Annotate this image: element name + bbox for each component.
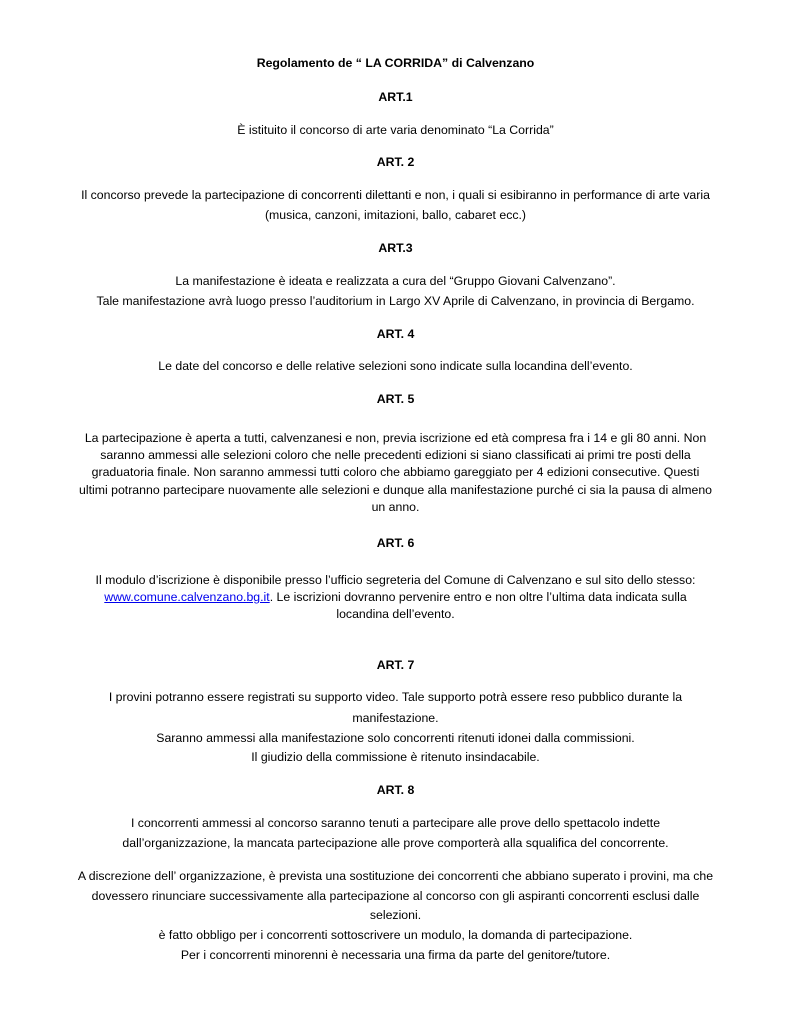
art7-heading: ART. 7 (376, 658, 415, 672)
art6-heading: ART. 6 (376, 536, 415, 550)
art3-text-line: La manifestazione è ideata e realizzata a cura del “Gruppo Giovani Calvenzano”. (175, 274, 616, 288)
art7-text-line: manifestazione. (352, 711, 439, 725)
art8-heading: ART. 8 (376, 783, 415, 797)
art3-text-line: Tale manifestazione avrà luogo presso l’auditorium in Largo XV Aprile di Calvenzano, in provincia di Bergamo. (96, 294, 695, 308)
art5-heading: ART. 5 (376, 392, 415, 406)
art4-text: Le date del concorso e delle relative selezioni sono indicate sulla locandina dell’evento. (158, 359, 633, 373)
art7-text-line: Il giudizio della commissione è ritenuto insindacabile. (251, 750, 540, 764)
art7-text-line: Saranno ammessi alla manifestazione solo concorrenti ritenuti idonei dalla commissioni. (156, 731, 635, 745)
art5-text-line: un anno. (371, 500, 420, 514)
art5-text-line: ultimi potranno partecipare nuovamente alle selezioni e dunque alla manifestazione purché ci sia la pausa di almeno (79, 483, 712, 497)
art6-text-line (40, 588, 751, 606)
art8-text-line: è fatto obbligo per i concorrenti sottoscrivere un modulo, la domanda di partecipazione. (158, 928, 633, 942)
art8-text-line: selezioni. (369, 908, 422, 922)
art1-heading: ART.1 (378, 90, 413, 104)
art8-text-line: dall’organizzazione, la mancata partecipazione alle prove comporterà alla squalifica del concorrente. (122, 836, 669, 850)
art5-text-line: graduatoria finale. Non saranno ammessi tutti coloro che abbiamo gareggiato per 4 edizioni consecutive. Questi (91, 465, 700, 479)
art4-heading: ART. 4 (376, 327, 415, 341)
art1-text: È istituito il concorso di arte varia denominato “La Corrida” (237, 123, 554, 137)
art8-text-line: dovessero rinunciare successivamente alla partecipazione al concorso con gli aspiranti concorrenti esclusi dalle (91, 889, 700, 903)
art6-text-line: Il modulo d’iscrizione è disponibile presso l’ufficio segreteria del Comune di Calvenzano e sul sito dello stesso: (95, 573, 696, 587)
art8-text-line: A discrezione dell’ organizzazione, è prevista una sostituzione dei concorrenti che abbiano superato i provini, ma che (77, 869, 714, 883)
art2-text-line: (musica, canzoni, imitazioni, ballo, cabaret ecc.) (264, 208, 527, 222)
art8-text-line: I concorrenti ammessi al concorso saranno tenuti a partecipare alle prove dello spettacolo indette (130, 816, 661, 830)
document-title: Regolamento de “ LA CORRIDA” di Calvenzano (256, 56, 535, 70)
art8-text-line: Per i concorrenti minorenni è necessaria una firma da parte del genitore/tutore. (180, 948, 611, 962)
art6-text-continuation: . Le iscrizioni dovranno pervenire entro e non oltre l’ultima data indicata sulla (269, 590, 687, 604)
art2-heading: ART. 2 (376, 155, 415, 169)
art7-text-line: I provini potranno essere registrati su supporto video. Tale supporto potrà essere reso pubblico durante la (108, 690, 683, 704)
comune-website-link[interactable]: www.comune.calvenzano.bg.it (104, 590, 270, 604)
art6-text-line: locandina dell’evento. (336, 607, 455, 621)
art2-text-line: Il concorso prevede la partecipazione di concorrenti dilettanti e non, i quali si esibiranno in performance di arte varia (81, 188, 710, 202)
art5-text-line: La partecipazione è aperta a tutti, calvenzanesi e non, previa iscrizione ed età compresa fra i 14 e gli 80 anni. Non (84, 431, 707, 445)
art5-text-line: saranno ammessi alle selezioni coloro che nelle precedenti edizioni si siano classificati ai primi tre posti della (100, 448, 691, 462)
art3-heading: ART.3 (378, 241, 413, 255)
